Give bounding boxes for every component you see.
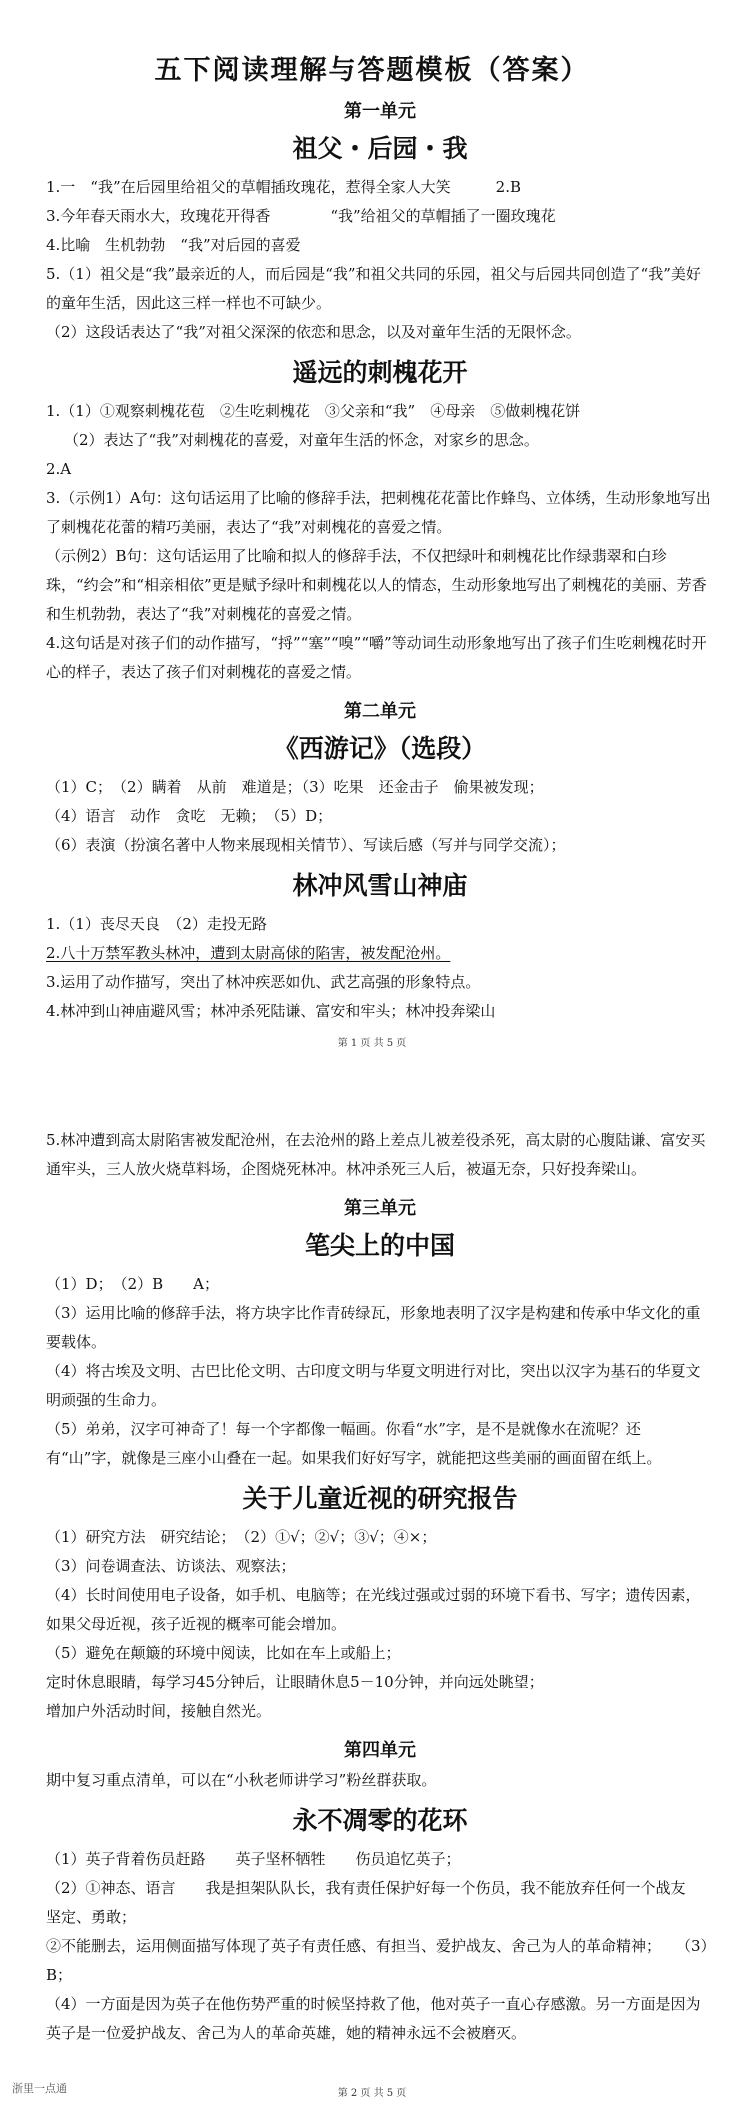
answer-line: （示例2）B句：这句话运用了比喻和拟人的修辞手法，不仅把绿叶和刺槐花比作绿翡翠和白珍珠，“约会”和“相亲相依”更是赋予绿叶和刺槐花以人的情态，生动形象地写出了刺槐花的美丽、芳香和生机勃勃，表达了“我”对刺槐花的喜爱之情。 [46, 547, 707, 623]
answer-line: 1.（1）丧尽天良 （2）走投无路 [46, 915, 267, 933]
answer-line: （2）这段话表达了“我”对祖父深深的依恋和思念，以及对童年生活的无限怀念。 [46, 323, 581, 341]
answer-line: 1.一 “我”在后园里给祖父的草帽插玫瑰花，惹得全家人大笑 2.B [46, 178, 521, 196]
answer-line: ②不能删去，运用侧面描写体现了英子有责任感、有担当、爱护战友、舍己为人的革命精神； （3）B； [46, 1937, 709, 1984]
lesson-3-title: 《西游记》（选段） [273, 734, 487, 763]
answer-line: （1）英子背着伤员赶路 英子坚杯牺牲 伤员追忆英子； [46, 1850, 461, 1868]
answer-line: 4.林冲到山神庙避风雪；林冲杀死陆谦、富安和牢头；林冲投奔梁山 [46, 1002, 496, 1020]
answer-line: （4）长时间使用电子设备，如手机、电脑等；在光线过强或过弱的环境下看书、写字；遗传因素，如果父母近视，孩子近视的概率可能会增加。 [46, 1586, 701, 1633]
answer-line: （1）D； （2）B A； [46, 1275, 219, 1293]
answer-line: （2）①神态、语言 我是担架队队长，我有责任保护好每一个伤员，我不能放弃任何一个战友 坚定、勇敢； [46, 1879, 716, 1926]
document-title: 五下阅读理解与答题模板（答案） [154, 55, 590, 86]
answer-line: （6）表演（扮演名著中人物来展现相关情节）、写读后感（写并与同学交流）； [46, 836, 566, 854]
answer-line: 3.今年春天雨水大，玫瑰花开得香 “我”给祖父的草帽插了一圈玫瑰花 [46, 207, 556, 225]
answer-line: （1）C； （2）瞒着 从前 难道是；（3）吃果 还金击子 偷果被发现； [46, 778, 544, 796]
answer-line: （1）研究方法 研究结论； （2）①√；②√；③√；④×； [46, 1528, 437, 1546]
answer-line: （4）一方面是因为英子在他伤势严重的时候坚持救了他，他对英子一直心存感激。另一方面是因为英子是一位爱护战友、舍己为人的革命英雄，她的精神永远不会被磨灭。 [46, 1995, 701, 2042]
page-number: 第 2 页 共 5 页 [337, 2088, 407, 2099]
watermark: 浙里一点通 [12, 2082, 67, 2095]
answer-line: 5.林冲遭到高太尉陷害被发配沧州，在去沧州的路上差点儿被差役杀死，高太尉的心腹陆谦、富安买通牢头，三人放火烧草料场，企图烧死林冲。林冲杀死三人后，被逼无奈，只好投奔梁山。 [46, 1131, 706, 1178]
page-number: 第 1 页 共 5 页 [337, 1038, 407, 1049]
answer-line: 4.这句话是对孩子们的动作描写，“捋”“塞”“嗅”“嚼”等动词生动形象地写出了孩子们生吃刺槐花时开心的样子，表达了孩子们对刺槐花的喜爱之情。 [46, 634, 707, 681]
answer-line: 5.（1）祖父是“我”最亲近的人，而后园是“我”和祖父共同的乐园，祖父与后园共同创造了“我”美好的童年生活，因此这三样一样也不可缺少。 [46, 265, 701, 312]
answer-line: （4）语言 动作 贪吃 无赖； （5）D； [46, 807, 333, 825]
unit-4-heading: 第四单元 [344, 1740, 416, 1761]
unit-2-heading: 第二单元 [344, 701, 416, 722]
unit-4-note: 期中复习重点清单，可以在“小秋老师讲学习”粉丝群获取。 [46, 1771, 437, 1789]
unit-3-heading: 第三单元 [344, 1198, 416, 1219]
answer-line: （2）表达了“我”对刺槐花的喜爱，对童年生活的怀念，对家乡的思念。 [64, 431, 539, 449]
answer-line: 4.比喻 生机勃勃 “我”对后园的喜爱 [46, 236, 301, 254]
lesson-6-title: 关于儿童近视的研究报告 [242, 1484, 518, 1513]
answer-line: 3.运用了动作描写，突出了林冲疾恶如仇、武艺高强的形象特点。 [46, 973, 481, 991]
answer-line: （5）避免在颠簸的环境中阅读，比如在车上或船上； [46, 1644, 401, 1662]
answer-line: 1.（1）①观察刺槐花苞 ②生吃刺槐花 ③父亲和“我” ④母亲 ⑤做刺槐花饼 [46, 402, 581, 420]
answer-line: 2.A [46, 460, 72, 478]
lesson-4-title: 林冲风雪山神庙 [292, 871, 468, 900]
unit-1-heading: 第一单元 [344, 101, 416, 122]
lesson-2-title: 遥远的刺槐花开 [292, 358, 468, 387]
answer-line: 定时休息眼睛，每学习45分钟后，让眼睛休息5－10分钟，并向远处眺望； [46, 1673, 544, 1691]
answer-line: 3.（示例1）A句：这句话运用了比喻的修辞手法，把刺槐花花蕾比作蜂鸟、立体绣，生动形象地写出了刺槐花花蕾的精巧美丽，表达了“我”对刺槐花的喜爱之情。 [46, 489, 711, 536]
lesson-5-title: 笔尖上的中国 [304, 1231, 455, 1260]
answer-line: （5）弟弟，汉字可神奇了！每一个字都像一幅画。你看“水”字，是不是就像水在流呢？还有“山”字，就像是三座小山叠在一起。如果我们好好写字，就能把这些美丽的画面留在纸上。 [46, 1420, 662, 1467]
lesson-1-title: 祖父・后园・我 [292, 134, 468, 163]
answer-line: 增加户外活动时间，接触自然光。 [46, 1702, 272, 1720]
page-2 [0, 1068, 744, 2104]
answer-line: （3）运用比喻的修辞手法，将方块字比作青砖绿瓦，形象地表明了汉字是构建和传承中华文化的重要载体。 [46, 1304, 701, 1351]
answer-line: （4）将古埃及文明、古巴比伦文明、古印度文明与华夏文明进行对比，突出以汉字为基石的华夏文明顽强的生命力。 [46, 1362, 701, 1409]
lesson-7-title: 永不凋零的花环 [292, 1806, 468, 1835]
underlined-answer-line: 2.八十万禁军教头林冲，遭到太尉高俅的陷害，被发配沧州。 [46, 944, 451, 962]
answer-line: （3）问卷调查法、访谈法、观察法； [46, 1557, 296, 1575]
